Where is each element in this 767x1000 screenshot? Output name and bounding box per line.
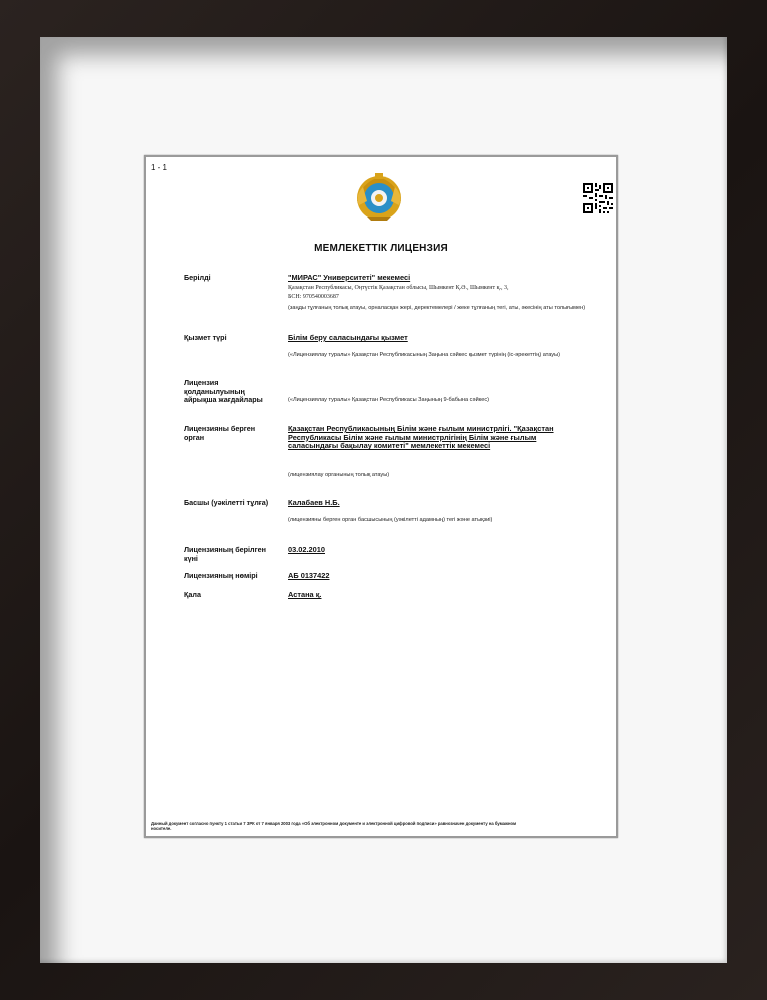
state-emblem-icon <box>353 171 405 223</box>
head-value: Калабаев Н.Б. <box>288 498 340 507</box>
issued-to-note: (заңды тұлғаның толық атауы, орналасқан жері, деректемелері / жеке тұлғаның тегі, аты, әкесінің аты толығымен) <box>288 305 586 311</box>
conditions-label: Лицензия қолданылуының айрықша жағдайлары <box>184 378 263 404</box>
city-label: Қала <box>184 590 201 599</box>
activity-value: Білім беру саласындағы қызмет <box>288 333 408 342</box>
city-value: Астана қ. <box>288 590 322 599</box>
document-footer: Данный документ согласно пункту 1 статьи 7 ЗРК от 7 января 2003 года «Об электронном документе и электронной цифровой подписи» равнозначен документу на бумажном носителе. <box>151 821 517 832</box>
conditions-note: («Лицензиялау туралы» Қазақстан Республикасы Заңының 9-бабына сәйкес) <box>288 397 489 403</box>
page-number: 1 - 1 <box>151 163 168 172</box>
issue-date-label: Лицензияның берілген күні <box>184 545 266 563</box>
activity-note: («Лицензиялау туралы» Қазақстан Республикасының Заңына сәйкес қызмет түрінің (іс-әрекеттің) атауы) <box>288 352 560 358</box>
activity-label: Қызмет түрі <box>184 333 227 342</box>
issued-to-bin: БСН: 970540003687 <box>288 294 339 300</box>
issuer-label: Лицензияны берген орган <box>184 424 256 442</box>
license-number-value: АБ 0137422 <box>288 571 330 580</box>
document-title: МЕМЛЕКЕТТІК ЛИЦЕНЗИЯ <box>314 243 448 254</box>
issued-to-value: "МИРАС" Университеті" мекемесі <box>288 273 411 282</box>
license-document <box>144 155 618 838</box>
issue-date-value: 03.02.2010 <box>288 545 325 554</box>
head-note: (лицензияны берген орган басшысының (уәкілетті адамның) тегі және атықзиі) <box>288 517 493 523</box>
head-label: Басшы (уәкілетті тұлға) <box>184 498 269 507</box>
issuer-note: (лицензиялау органының толық атауы) <box>288 472 390 478</box>
qr-code-icon <box>583 183 613 213</box>
issued-to-address: Қазақстан Республикасы, Оңтүстік Қазақстан облысы, Шымкент Қ.Ә., Шымкент қ., 3, <box>288 285 509 291</box>
issued-to-label: Берілді <box>184 273 211 282</box>
license-number-label: Лицензияның нөмірі <box>184 571 258 580</box>
issuer-value: Қазақстан Республикасының Білім және ғылым министрлігі. "Қазақстан Республикасы Білім және ғылым министрлігінің Білім және ғылым саласындағы бақылау комитеті" мемлекеттік мекемесі <box>288 424 554 451</box>
